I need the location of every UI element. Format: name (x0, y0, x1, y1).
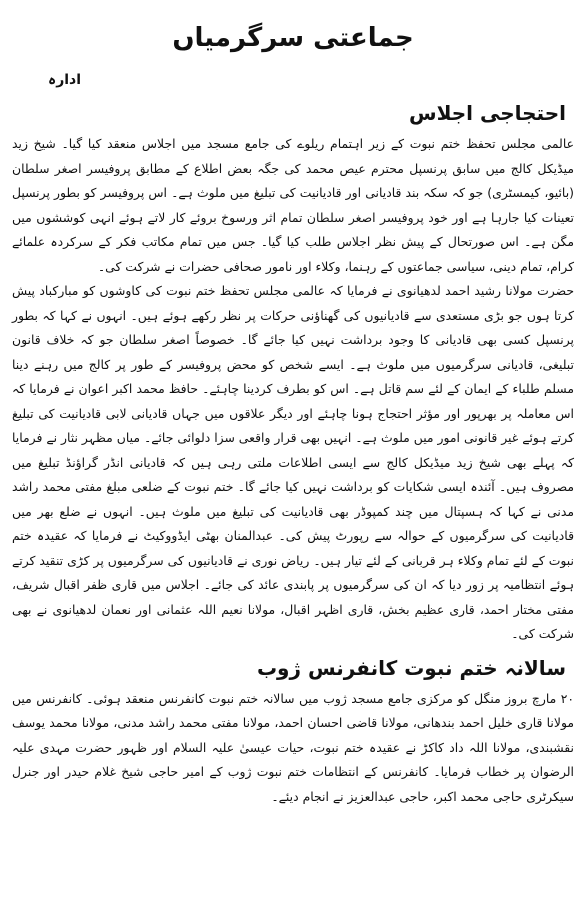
author-byline: ادارہ (48, 72, 82, 88)
page-title: جماعتی سرگرمیاں (172, 23, 414, 53)
paragraph: عالمی مجلس تحفظ ختم نبوت کے زیر اہتمام ریلوے کی جامع مسجد میں اجلاس منعقد کیا گیا۔ شیخ زید میڈیکل کالج میں سابق پرنسپل محترم عیص محمد کی جگہ بعض اطلاع کے مطابق پروفیسر اصغر سلطان (بائیو، کیمسٹری) جو کہ سکہ بند قادیانی اور قادیانیت کی تبلیغ میں ملوث ہے۔ اس پروفیسر کو بطور پرنسپل تعینات کیا جارہا ہے اور خود پروفیسر اصغر سلطان تمام اثر ورسوخ بروئے کار لاتے ہوئے انہی کوششوں میں مگن ہے۔ اس صورتحال کے پیش نظر اجلاس طلب کیا گیا۔ جس میں تمام مکاتب فکر کے سرکردہ علمائے کرام، تمام دینی، سیاسی جماعتوں کے رہنما، وکلاء اور نامور صحافی حضرات نے شرکت کی۔ (12, 136, 574, 274)
section-heading: سالانہ ختم نبوت کانفرنس ژوب (256, 655, 566, 680)
section-annual-conference (12, 653, 574, 810)
section-heading: احتجاجی اجلاس (408, 101, 566, 125)
paragraph: حضرت مولانا رشید احمد لدھیانوی نے فرمایا کہ عالمی مجلس تحفظ ختم نبوت کی کاوشوں کو مبارکباد پیش کرتا ہوں جو بڑی مستعدی سے قادیانیوں کی گھناؤنی حرکات پر نظر رکھے ہوئے ہیں۔ انہوں نے کہا کہ بطور پرنسپل کسی بھی قادیانی کا وجود برداشت نہیں کیا جائے گا۔ خصوصاً اصغر سلطان جو کہ خلاف قانون تبلیغی، قادیانی سرگرمیوں میں ملوث ہے۔ ایسے شخص کو محض پروفیسر کے طور پر کالج میں رہنے دینا مسلم طلباء کے ایمان کے لئے سم قاتل ہے۔ اس کو بطرف کردینا چاہئے۔ حافظ محمد اکبر اعوان نے فرمایا کہ اس معاملہ پر بھرپور اور مؤثر احتجاج ہونا چاہئے اور دیگر علاقوں میں جہاں قادیانی لابی قادیانیت کی تبلیغ کرتے ہوئے غیر قانونی امور میں ملوث ہے۔ انہیں بھی قرار واقعی سزا دلوائی جائے۔ میاں مظہر نثار نے فرمایا کہ پہلے بھی شیخ زید میڈیکل کالج سے ایسی اطلاعات ملتی رہی ہیں کہ قادیانی انڈر گراؤنڈ تبلیغ میں مصروف ہیں۔ آئندہ ایسی شکایات کو برداشت نہیں کیا جائے گا۔ ختم نبوت کے ضلعی مبلغ مفتی محمد راشد مدنی نے کہا کہ ہسپتال میں چند کمپوڈر بھی قادیانیت کی تبلیغ میں ملوث ہیں۔ انہوں نے ضلع بھر میں قادیانیت کی سرگرمیوں کے حوالہ سے رپورٹ پیش کی۔ عبدالمنان بھٹی ایڈووکیٹ نے فرمایا کہ عقیدہ ختم نبوت کے لئے تمام وکلاء ہر قربانی کے لئے تیار ہیں۔ ریاض نوری نے قادیانیوں کی سرگرمیوں پر کڑی تنقید کرتے ہوئے انتظامیہ پر زور دیا کہ ان کی سرگرمیوں پر پابندی عائد کی جائے۔ اجلاس میں قاری ظفر اقبال شریف، مفتی مختار احمد، قاری عظیم بخش، قاری اظہر اقبال، مولانا نعیم اللہ عثمانی اور نعمان لدھیانوی نے بھی شرکت کی۔ (12, 283, 574, 641)
paragraph: ۲۰ مارچ بروز منگل کو مرکزی جامع مسجد ژوب میں سالانہ ختم نبوت کانفرنس منعقد ہوئی۔ کانفرنس میں مولانا قاری خلیل احمد بندھانی، مولانا قاضی احسان احمد، مولانا مفتی محمد راشد مدنی، مولانا محمد یوسف نقشبندی، مولانا اللہ داد کاکڑ نے عقیدہ ختم نبوت، حیات عیسیٰ علیہ السلام اور ظہور حضرت مہدی علیہ الرضوان پر خطاب فرمایا۔ کانفرنس کے انتظامات ختم نبوت ژوب کے امیر حاجی شیخ غلام حیدر اور جنرل سیکرٹری حاجی محمد اکبر، حاجی عبدالعزیز نے انجام دیئے۔ (12, 690, 574, 804)
section-protest-meeting (12, 98, 574, 647)
